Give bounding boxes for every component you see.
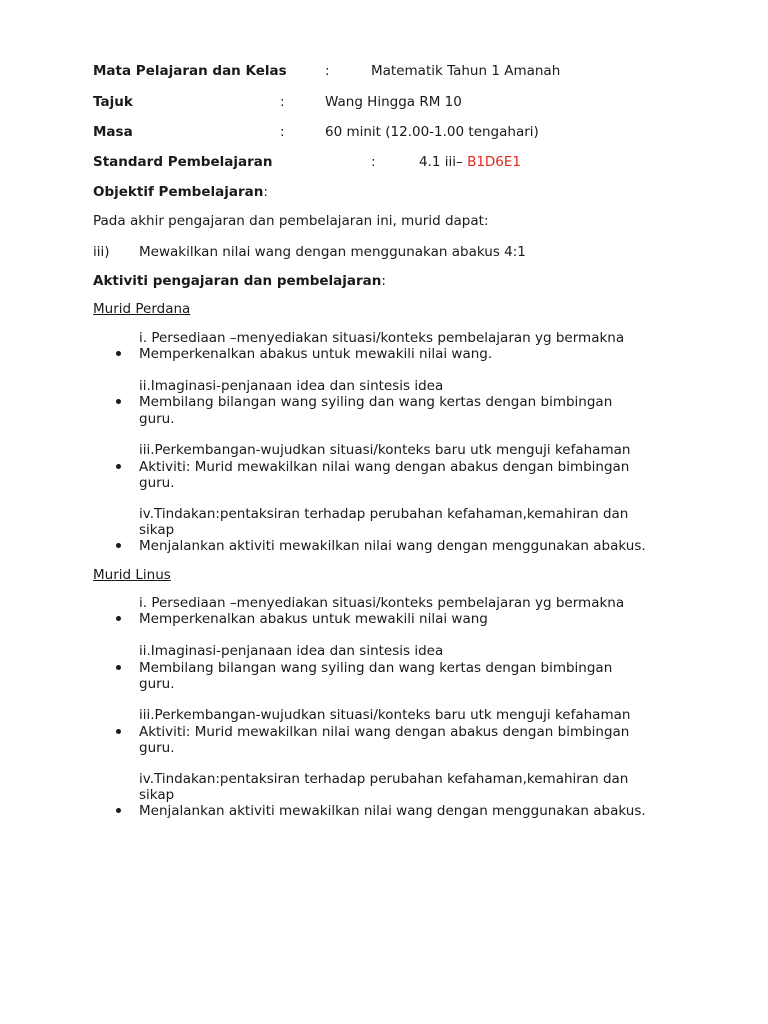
linus-step4-bullet: Menjalankan aktiviti mewakilkan nilai wang dengan menggunakan abakus. bbox=[139, 803, 646, 819]
perdana-step3-title: iii.Perkembangan-wujudkan situasi/konteks baru utk menguji kefahaman bbox=[139, 442, 631, 458]
perdana-step1-bullet: Memperkenalkan abakus untuk mewakili nilai wang. bbox=[139, 346, 493, 362]
linus-step4-title-line2: sikap bbox=[139, 787, 175, 803]
standard-value bbox=[419, 154, 521, 170]
perdana-step3-bullet-line2: guru. bbox=[139, 475, 175, 491]
perdana-step1-title: i. Persediaan –menyediakan situasi/konteks pembelajaran yg bermakna bbox=[139, 330, 625, 346]
bullet-icon bbox=[116, 616, 121, 621]
perdana-step4-title-line2: sikap bbox=[139, 522, 175, 538]
bullet-icon bbox=[116, 351, 121, 356]
linus-step3-bullet-line2: guru. bbox=[139, 740, 175, 756]
linus-step1-bullet: Memperkenalkan abakus untuk mewakili nilai wang bbox=[139, 611, 488, 627]
linus-step3-title: iii.Perkembangan-wujudkan situasi/konteks baru utk menguji kefahaman bbox=[139, 707, 631, 723]
activity-heading bbox=[93, 273, 386, 289]
perdana-title: Murid Perdana bbox=[93, 301, 191, 317]
standard-code: B1D6E1 bbox=[467, 154, 522, 170]
perdana-step4-title-line1: iv.Tindakan:pentaksiran terhadap perubahan kefahaman,kemahiran dan bbox=[139, 506, 629, 522]
topic-label: Tajuk bbox=[93, 94, 133, 110]
standard-colon: : bbox=[371, 154, 376, 170]
topic-colon: : bbox=[280, 94, 285, 110]
linus-title: Murid Linus bbox=[93, 567, 171, 583]
subject-value: Matematik Tahun 1 Amanah bbox=[371, 63, 561, 79]
perdana-step2-bullet-line2: guru. bbox=[139, 411, 175, 427]
subject-colon: : bbox=[325, 63, 330, 79]
bullet-icon bbox=[116, 543, 121, 548]
standard-number: 4.1 iii– bbox=[419, 154, 468, 170]
linus-step2-bullet-line1: Membilang bilangan wang syiling dan wang kertas dengan bimbingan bbox=[139, 660, 613, 676]
objective-item-number: iii) bbox=[93, 244, 110, 260]
linus-step2-bullet-line2: guru. bbox=[139, 676, 175, 692]
activity-heading-text: Aktiviti pengajaran dan pembelajaran bbox=[93, 273, 382, 289]
perdana-step4-bullet: Menjalankan aktiviti mewakilkan nilai wang dengan menggunakan abakus. bbox=[139, 538, 646, 554]
linus-step4-title-line1: iv.Tindakan:pentaksiran terhadap perubahan kefahaman,kemahiran dan bbox=[139, 771, 629, 787]
standard-label: Standard Pembelajaran bbox=[93, 154, 273, 170]
bullet-icon bbox=[116, 808, 121, 813]
linus-step2-title: ii.Imaginasi-penjanaan idea dan sintesis idea bbox=[139, 643, 444, 659]
topic-value: Wang Hingga RM 10 bbox=[325, 94, 462, 110]
objective-heading bbox=[93, 184, 268, 200]
perdana-step2-title: ii.Imaginasi-penjanaan idea dan sintesis idea bbox=[139, 378, 444, 394]
time-value: 60 minit (12.00-1.00 tengahari) bbox=[325, 124, 539, 140]
activity-heading-colon: : bbox=[381, 273, 386, 289]
bullet-icon bbox=[116, 665, 121, 670]
bullet-icon bbox=[116, 464, 121, 469]
objective-heading-colon: : bbox=[263, 184, 268, 200]
subject-label: Mata Pelajaran dan Kelas bbox=[93, 63, 287, 79]
objective-heading-text: Objektif Pembelajaran bbox=[93, 184, 264, 200]
perdana-step3-bullet-line1: Aktiviti: Murid mewakilkan nilai wang dengan abakus dengan bimbingan bbox=[139, 459, 630, 475]
perdana-step2-bullet-line1: Membilang bilangan wang syiling dan wang kertas dengan bimbingan bbox=[139, 394, 613, 410]
linus-step1-title: i. Persediaan –menyediakan situasi/konteks pembelajaran yg bermakna bbox=[139, 595, 625, 611]
objective-item-text: Mewakilkan nilai wang dengan menggunakan abakus 4:1 bbox=[139, 244, 526, 260]
bullet-icon bbox=[116, 729, 121, 734]
bullet-icon bbox=[116, 399, 121, 404]
time-colon: : bbox=[280, 124, 285, 140]
objective-intro: Pada akhir pengajaran dan pembelajaran ini, murid dapat: bbox=[93, 213, 489, 229]
time-label: Masa bbox=[93, 124, 133, 140]
linus-step3-bullet-line1: Aktiviti: Murid mewakilkan nilai wang dengan abakus dengan bimbingan bbox=[139, 724, 630, 740]
